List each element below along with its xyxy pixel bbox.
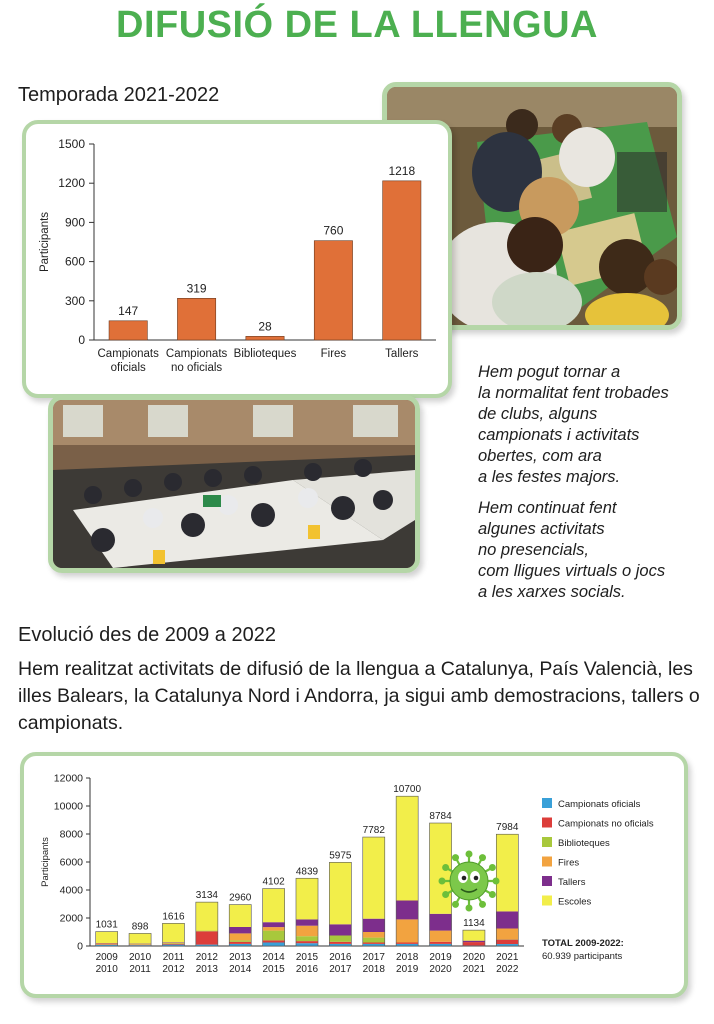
season-chart-card (22, 120, 452, 398)
stacked-segment (296, 941, 318, 943)
page-title: DIFUSIÓ DE LA LLENGUA (116, 4, 598, 46)
stacked-segment (196, 931, 218, 944)
legend-label: Fires (558, 857, 580, 869)
stacked-segment (162, 944, 184, 945)
y-tick-label: 900 (64, 215, 85, 230)
legend-label: Campionats oficials (558, 799, 641, 810)
stacked-segment (430, 931, 452, 942)
evolution-stacked-chart (24, 756, 684, 994)
y-tick-label: 0 (77, 940, 83, 953)
stacked-segment (463, 930, 485, 941)
stacked-segment (263, 922, 285, 927)
section-heading-season: Temporada 2021-2022 (18, 84, 220, 106)
category-label: oficials (110, 362, 146, 374)
stacked-segment (396, 944, 418, 946)
stacked-segment (96, 932, 118, 943)
stacked-segment (329, 862, 351, 924)
category-label: Fires (320, 348, 347, 360)
stacked-segment (263, 943, 285, 947)
y-axis-label: Participants (39, 211, 51, 273)
total-label: 4839 (295, 866, 319, 878)
category-label: 2013 (229, 952, 252, 963)
total-label: 10700 (393, 784, 422, 796)
stacked-segment (496, 929, 518, 940)
paragraph-virtual: Hem continuat fent algunes activitats no presencials, com lligues virtuals o jocs a les xarxes socials. (478, 499, 666, 601)
data-label: 760 (323, 223, 344, 238)
category-label: 2011 (162, 952, 185, 963)
category-label: 2020 (462, 952, 486, 963)
category-label: 2015 (262, 964, 285, 975)
y-tick-label: 600 (64, 254, 85, 269)
season-bar-chart (26, 124, 448, 394)
category-label: 2021 (462, 964, 486, 975)
stacked-segment (430, 914, 452, 931)
stacked-segment (263, 889, 285, 923)
stacked-segment (296, 926, 318, 937)
bar (314, 241, 352, 340)
category-label: Campionats (97, 348, 159, 360)
category-label: 2019 (429, 952, 452, 963)
category-label: 2009 (95, 952, 118, 963)
y-tick-label: 300 (64, 293, 85, 308)
y-tick-label: 8000 (59, 828, 83, 841)
category-label: 2017 (362, 952, 385, 963)
legend-label: Biblioteques (558, 838, 610, 849)
category-label: 2017 (329, 964, 352, 975)
category-label: 2010 (128, 952, 152, 963)
stacked-segment (396, 796, 418, 900)
total-value: 60.939 participants (542, 951, 623, 962)
legend-swatch (542, 837, 552, 847)
stacked-segment (396, 901, 418, 920)
stacked-segment (229, 927, 251, 933)
category-label: 2010 (95, 964, 118, 975)
legend-swatch (542, 896, 552, 906)
legend-swatch (542, 876, 552, 886)
legend-label: Escoles (558, 896, 592, 908)
stacked-segment (162, 923, 184, 942)
bar (246, 336, 284, 340)
paragraph-normality: Hem pogut tornar a la normalitat fent trobades de clubs, alguns campionats i activitats obertes, com ara a les festes majors. (478, 363, 669, 486)
stacked-segment (496, 911, 518, 928)
category-label: 2012 (195, 952, 218, 963)
total-label: 1616 (162, 911, 185, 923)
legend-swatch (542, 798, 552, 808)
category-label: 2013 (195, 964, 218, 975)
stacked-segment (463, 942, 485, 946)
stacked-segment (229, 944, 251, 946)
stacked-segment (363, 919, 385, 932)
category-label: 2018 (362, 964, 385, 975)
stacked-segment (263, 940, 285, 942)
stacked-segment (196, 902, 218, 930)
legend-label: Tallers (558, 877, 586, 888)
stacked-segment (296, 943, 318, 946)
stacked-segment (162, 943, 184, 944)
stacked-segment (363, 944, 385, 946)
category-label: no oficials (171, 362, 223, 374)
stacked-segment (363, 938, 385, 943)
y-tick-label: 2000 (59, 912, 83, 925)
total-label: 1031 (95, 919, 118, 931)
stacked-segment (229, 942, 251, 944)
total-label: 3134 (195, 890, 218, 902)
category-label: 2011 (129, 964, 151, 975)
stacked-segment (496, 940, 518, 944)
stacked-segment (196, 931, 218, 932)
stacked-segment (496, 834, 518, 911)
total-label: 4102 (262, 876, 285, 888)
stacked-segment (363, 932, 385, 938)
stacked-segment (162, 942, 184, 943)
stacked-segment (396, 943, 418, 944)
y-tick-label: 12000 (53, 772, 83, 785)
stacked-segment (296, 878, 318, 919)
total-label: 1134 (463, 918, 485, 930)
stacked-segment (329, 942, 351, 944)
category-label: 2016 (329, 952, 352, 963)
stacked-segment (363, 943, 385, 944)
data-label: 28 (258, 319, 272, 334)
section-heading-evolution: Evolució des de 2009 a 2022 (18, 624, 276, 646)
category-label: Campionats (165, 348, 228, 360)
stacked-segment (430, 942, 452, 944)
y-tick-label: 6000 (59, 856, 83, 869)
stacked-segment (229, 933, 251, 940)
bar (383, 181, 421, 340)
y-tick-label: 4000 (59, 884, 83, 897)
total-label: 898 (131, 921, 149, 933)
category-label: 2021 (496, 952, 519, 963)
stacked-segment (296, 936, 318, 941)
category-label: 2020 (429, 964, 452, 975)
total-label: 5975 (329, 850, 352, 862)
category-label: Biblioteques (233, 348, 297, 360)
legend-label: Campionats no oficials (558, 818, 654, 830)
bar (177, 298, 215, 340)
y-tick-label: 1500 (58, 137, 85, 151)
stacked-segment (296, 919, 318, 925)
stacked-segment (329, 944, 351, 946)
y-tick-label: 0 (78, 333, 85, 347)
y-tick-label: 10000 (53, 800, 83, 813)
stacked-segment (229, 905, 251, 927)
tournament-hall-photo (48, 395, 420, 573)
total-label: 8784 (429, 811, 452, 823)
category-label: 2022 (496, 964, 519, 975)
stacked-segment (263, 927, 285, 931)
stacked-segment (329, 924, 351, 935)
stacked-segment (229, 940, 251, 941)
category-label: 2019 (396, 964, 419, 975)
stacked-segment (396, 919, 418, 942)
total-caption: TOTAL 2009-2022: (542, 938, 624, 949)
stacked-segment (363, 837, 385, 919)
stacked-segment (430, 944, 452, 946)
data-label: 1218 (388, 163, 416, 178)
y-tick-label: 1200 (58, 176, 85, 191)
category-label: Tallers (385, 348, 419, 360)
total-label: 7782 (362, 825, 385, 837)
season-description (478, 362, 708, 613)
legend-swatch (542, 857, 552, 867)
total-label: 2960 (229, 892, 252, 904)
total-label: 7984 (496, 822, 519, 834)
evolution-description: Hem realitzat activitats de difusió de la llengua a Catalunya, País Valencià, les illes Balears, la Catalunya Nord i Andorra, ja sigui amb demostracions, tallers o campionats. (18, 658, 700, 734)
stacked-segment (129, 933, 151, 943)
evolution-chart-card (20, 752, 688, 998)
stacked-segment (329, 936, 351, 942)
stacked-segment (96, 943, 118, 944)
y-axis-label: Participants (40, 837, 51, 887)
category-label: 2015 (295, 952, 319, 963)
stacked-segment (96, 944, 118, 945)
stacked-segment (463, 941, 485, 942)
category-label: 2018 (396, 952, 419, 963)
legend-swatch (542, 818, 552, 828)
data-label: 319 (186, 281, 207, 296)
stacked-segment (263, 931, 285, 941)
data-label: 147 (118, 303, 139, 318)
category-label: 2014 (229, 964, 252, 975)
category-label: 2012 (162, 964, 185, 975)
bar (109, 321, 147, 340)
category-label: 2014 (262, 952, 285, 963)
category-label: 2016 (295, 964, 319, 975)
